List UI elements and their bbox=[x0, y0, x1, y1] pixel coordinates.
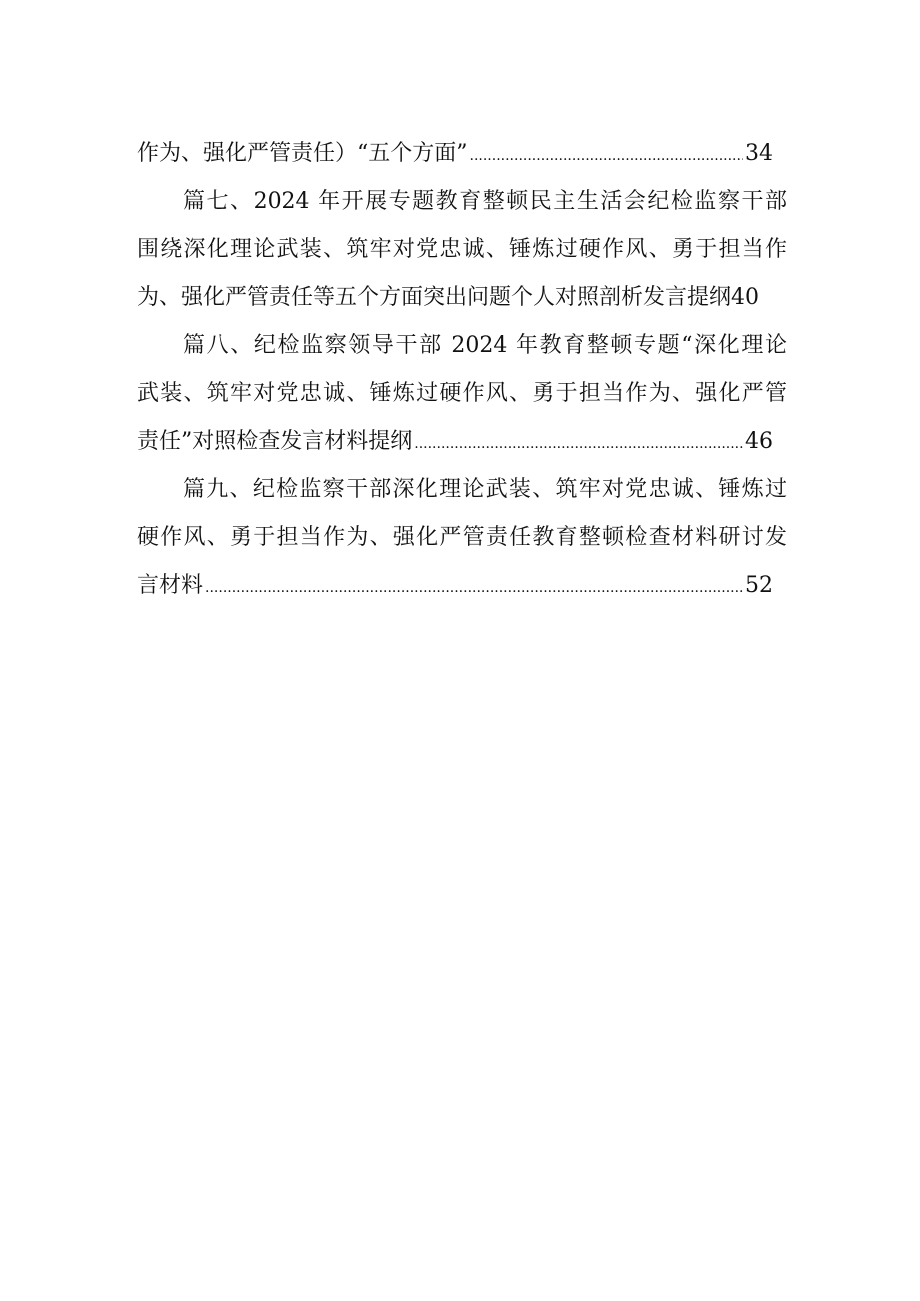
toc-entry-6-continuation[interactable] bbox=[137, 130, 787, 178]
toc-entry-text: 责任”对照检查发言材料提纲 bbox=[137, 429, 413, 454]
dot-leader bbox=[470, 132, 744, 178]
toc-line: 篇九、纪检监察干部深化理论武装、筑牢对党忠诚、锤炼过 bbox=[183, 477, 787, 502]
toc-line: 为、强化严管责任等五个方面突出问题个人对照剖析发言提纲40 bbox=[137, 285, 759, 310]
toc-page-number: 34 bbox=[745, 141, 773, 166]
toc-line bbox=[137, 130, 773, 178]
toc-page-number: 52 bbox=[745, 573, 773, 598]
dot-leader bbox=[414, 420, 743, 466]
toc-line: 篇七、2024 年开展专题教育整顿民主生活会纪检监察干部 bbox=[183, 189, 787, 214]
toc-line: 武装、筑牢对党忠诚、锤炼过硬作风、勇于担当作为、强化严管 bbox=[137, 381, 787, 406]
toc-line: 篇八、纪检监察领导干部 2024 年教育整顿专题“深化理论 bbox=[183, 333, 787, 358]
toc-line bbox=[137, 418, 773, 466]
toc-entry-7[interactable] bbox=[137, 178, 787, 322]
toc-line: 硬作风、勇于担当作为、强化严管责任教育整顿检查材料研讨发 bbox=[137, 525, 787, 550]
toc-page-number: 46 bbox=[745, 429, 773, 454]
table-of-contents bbox=[137, 130, 787, 610]
toc-entry-text: 言材料 bbox=[137, 573, 204, 598]
toc-line bbox=[137, 562, 773, 610]
toc-line: 围绕深化理论武装、筑牢对党忠诚、锤炼过硬作风、勇于担当作 bbox=[137, 237, 787, 262]
toc-entry-8[interactable] bbox=[137, 322, 787, 466]
toc-entry-text: 作为、强化严管责任）“五个方面” bbox=[137, 141, 468, 166]
dot-leader bbox=[205, 564, 743, 610]
toc-entry-9[interactable] bbox=[137, 466, 787, 610]
